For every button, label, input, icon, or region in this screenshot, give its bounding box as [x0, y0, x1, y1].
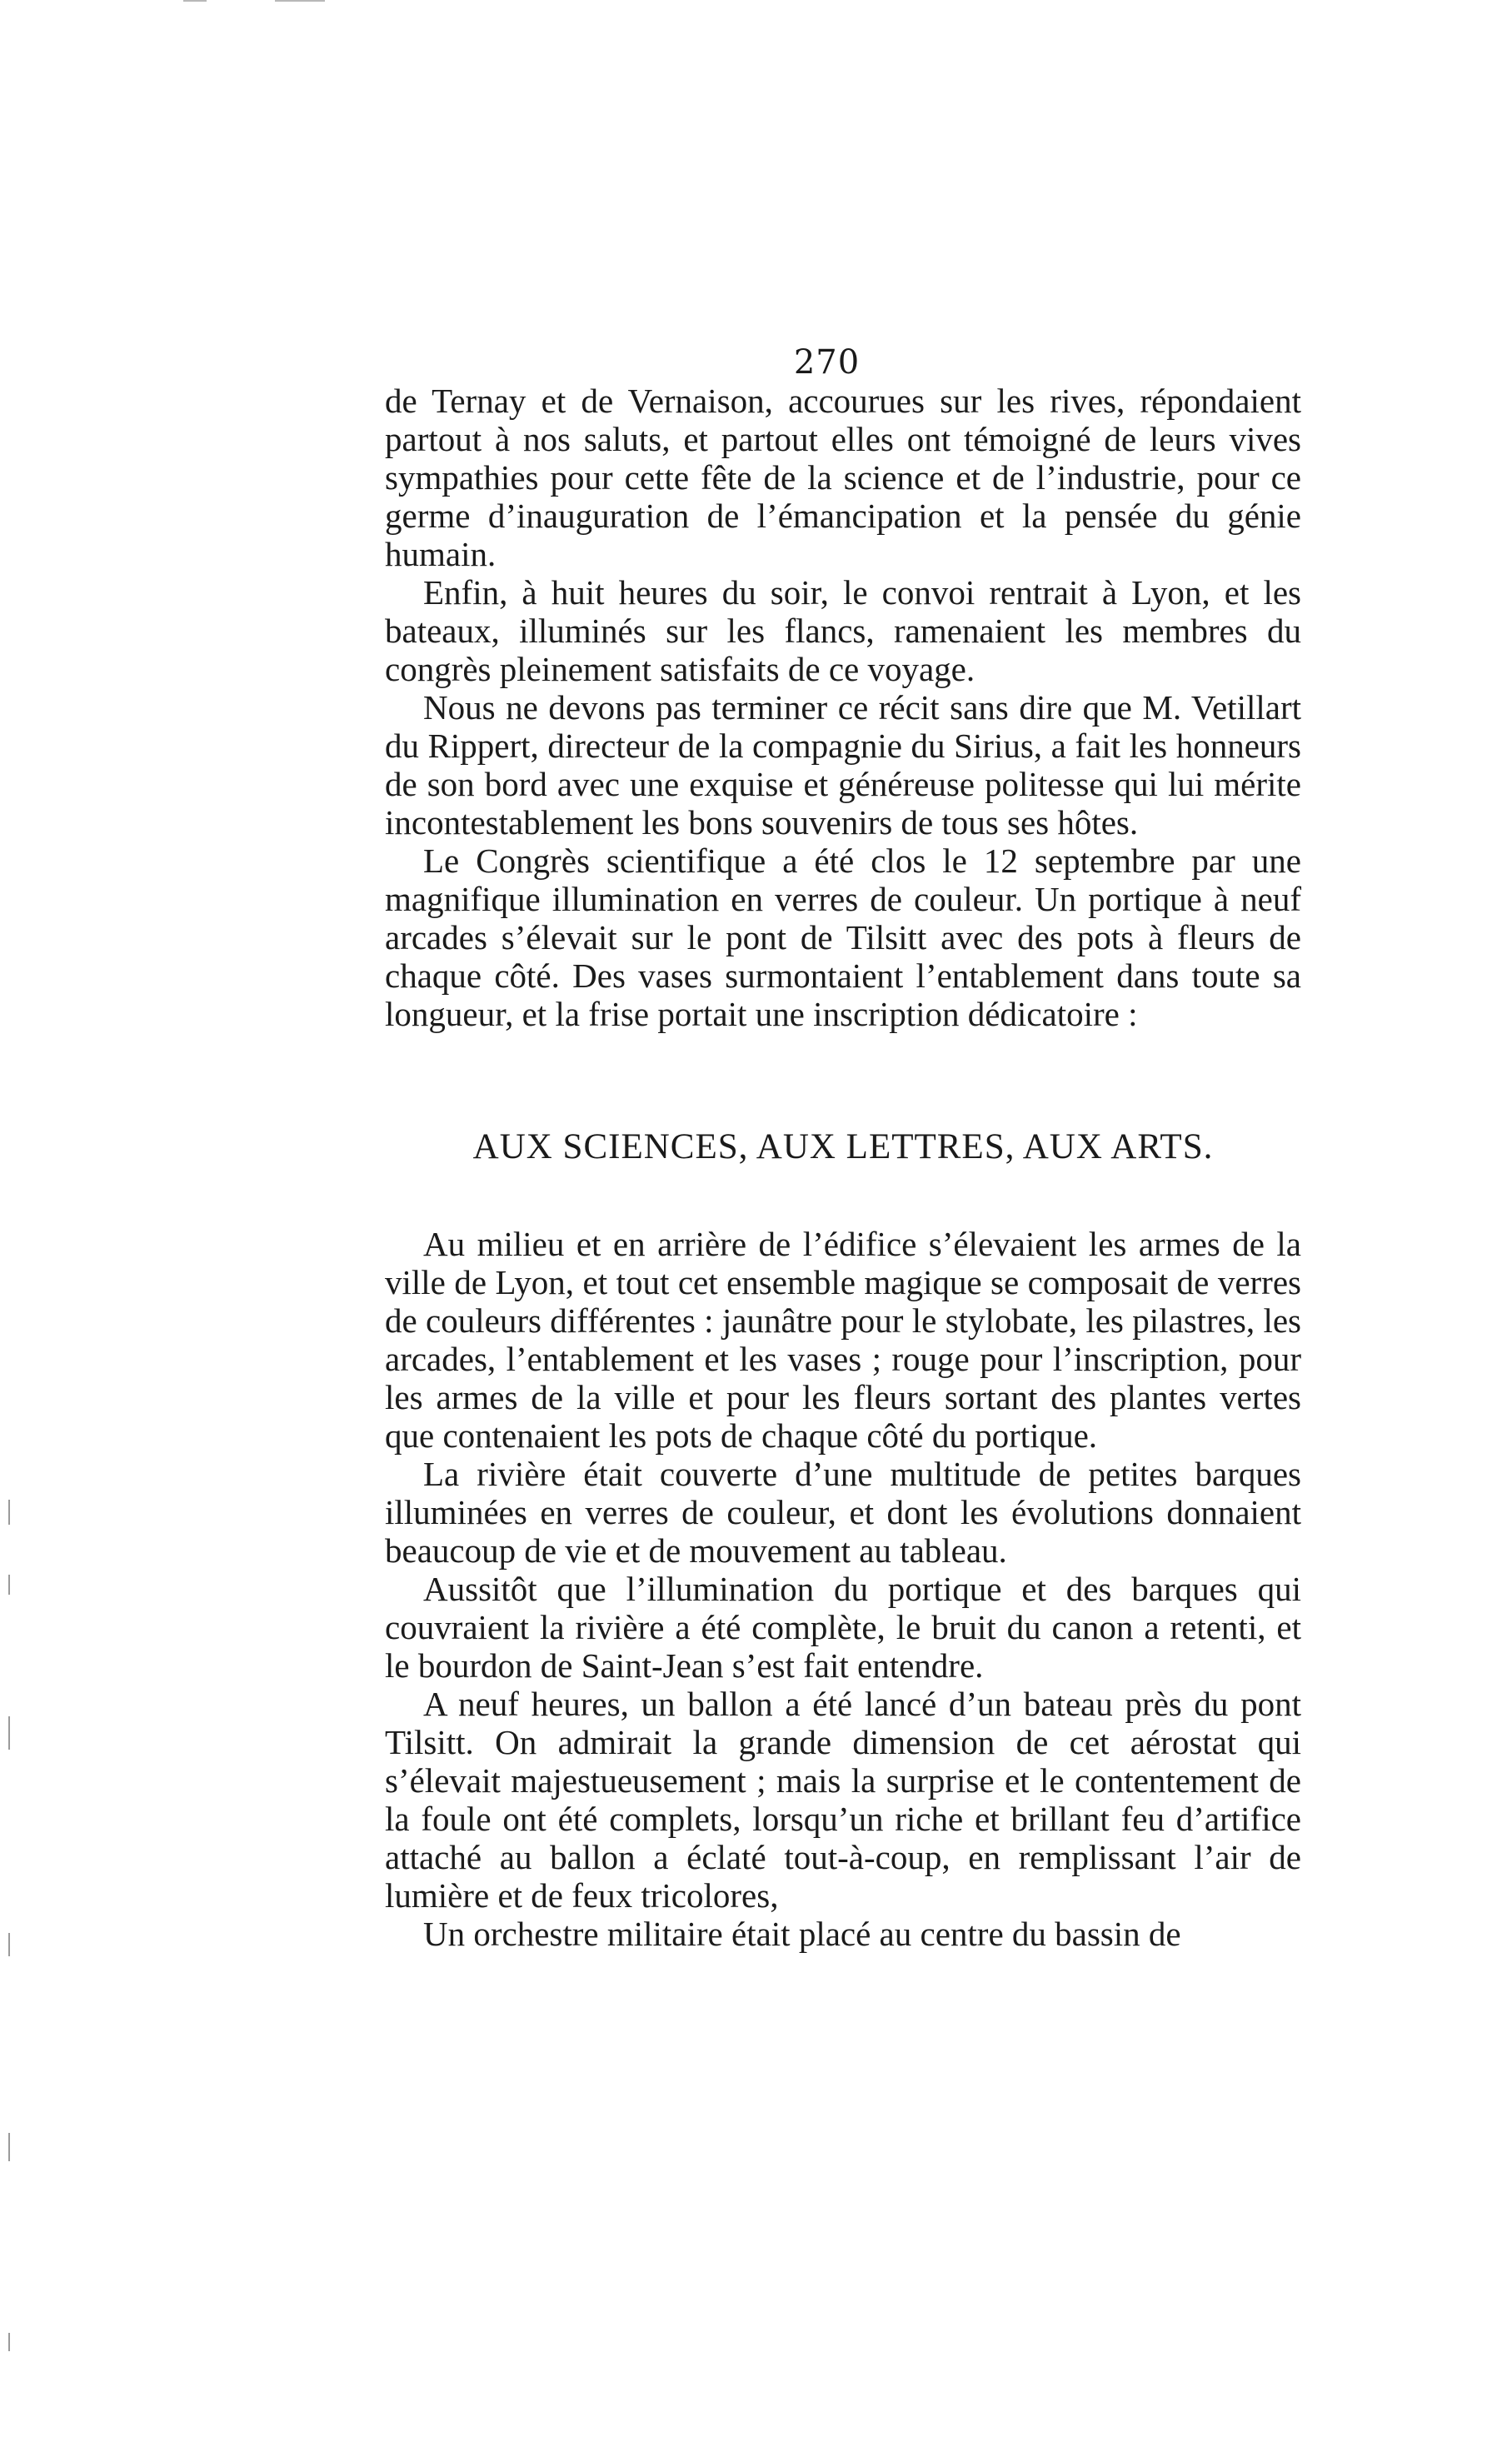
body-text-top — [385, 382, 1301, 1033]
scan-edge-marks — [183, 0, 350, 3]
paragraph: Nous ne devons pas terminer ce récit sans dire que M. Vetillart du Rippert, directeur de la compagnie du Sirius, a fait les honneurs de son bord avec une exquise et généreuse politesse qui lui mérite incontestablement les bons souvenirs de tous ses hôtes. — [385, 688, 1301, 841]
body-text-bottom — [385, 1225, 1301, 1953]
paragraph: La rivière était couverte d’une multitude de petites barques illuminées en verres de couleur, et dont les évolutions donnaient beaucoup de vie et de mouvement au tableau. — [385, 1455, 1301, 1570]
scan-margin-marks — [8, 1500, 13, 2416]
page-number: 270 — [793, 343, 861, 382]
paragraph: Un orchestre militaire était placé au centre du bassin de — [423, 1915, 1181, 1953]
paragraph: Enfin, à huit heures du soir, le convoi rentrait à Lyon, et les bateaux, illuminés sur les flancs, ramenaient les membres du congrès pleinement satisfaits de ce voyage. — [385, 573, 1301, 688]
inscription-heading: AUX SCIENCES, AUX LETTRES, AUX ARTS. — [472, 1127, 1214, 1166]
paragraph: Aussitôt que l’illumination du portique et des barques qui couvraient la rivière a été complète, le bruit du canon a retenti, et le bourdon de Saint-Jean s’est fait entendre. — [385, 1570, 1301, 1685]
paragraph: de Ternay et de Vernaison, accourues sur les rives, répondaient partout à nos saluts, et partout elles ont témoigné de leurs vives sympathies pour cette fête de la science et de l’industrie, pour ce germe d’inauguration de l’émancipation et la pensée du génie humain. — [385, 382, 1301, 573]
paragraph: Le Congrès scientifique a été clos le 12 septembre par une magnifique illumination en verres de couleur. Un portique à neuf arcades s’élevait sur le pont de Tilsitt avec des pots à fleurs de chaque côté. Des vases surmontaient l’entablement dans toute sa longueur, et la frise portait une inscription dédicatoire : — [385, 841, 1301, 1033]
paragraph: Au milieu et en arrière de l’édifice s’élevaient les armes de la ville de Lyon, et tout cet ensemble magique se composait de verres de couleurs différentes : jaunâtre pour le stylobate, les pilastres, les arcades, l’entablement et les vases ; rouge pour l’inscription, pour les armes de la ville et pour les fleurs sortant des plantes vertes que contenaient les pots de chaque côté du portique. — [385, 1225, 1301, 1455]
paragraph: A neuf heures, un ballon a été lancé d’un bateau près du pont Tilsitt. On admirait la grande dimension de cet aérostat qui s’élevait majestueusement ; mais la surprise et le contentement de la foule ont été complets, lorsqu’un riche et brillant feu d’artifice attaché au ballon a éclaté tout-à-coup, en remplissant l’air de lumière et de feux tricolores, — [385, 1685, 1301, 1915]
